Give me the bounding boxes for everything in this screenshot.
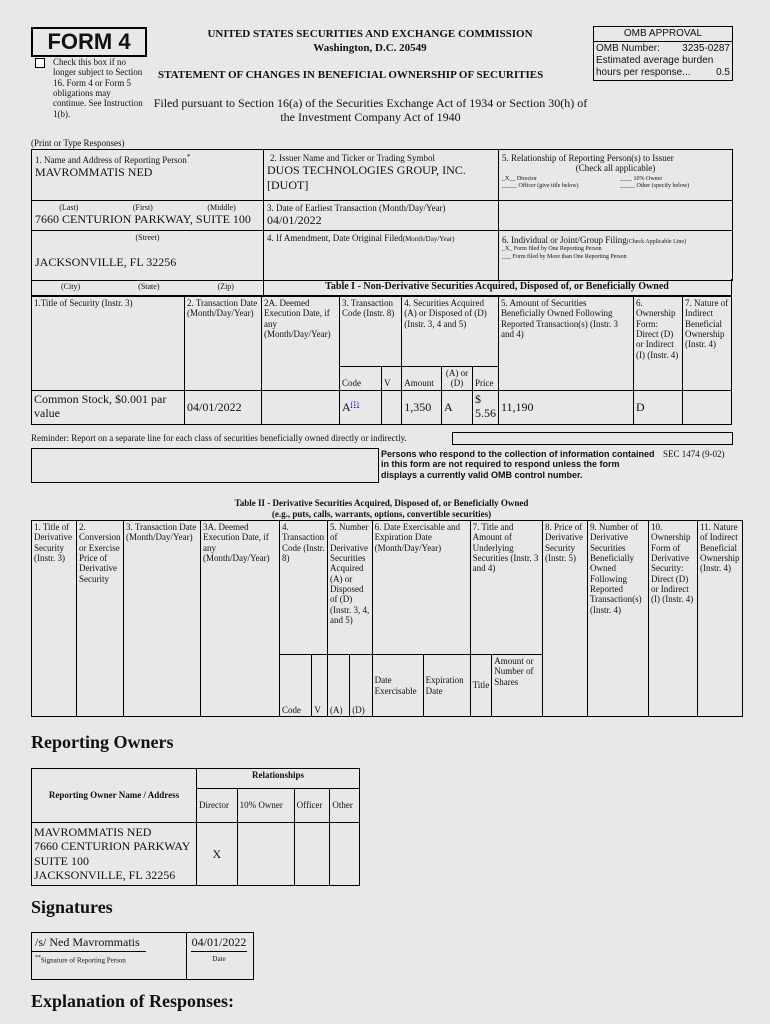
filing-one: _X_ Form filed by One Reporting Person	[502, 245, 602, 252]
relationship-officer: _____ Officer (give title below)	[502, 182, 579, 189]
city-state-zip-row	[31, 279, 264, 296]
signatures-heading: Signatures	[31, 897, 113, 917]
t1-r-date: 04/01/2022	[185, 390, 262, 424]
date-box	[185, 932, 254, 980]
filed-pursuant: Filed pursuant to Section 16(a) of the Securities Exchange Act of 1934 or Section 30(h) of the Investment Company Act of 1940	[153, 96, 588, 125]
filing-label: 6. Individual or Joint/Group Filing	[502, 235, 627, 245]
t2-h-number: 5. Number of Derivative Securities Acquired (A) or Disposed of (D) (Instr. 3, 4, and 5)	[327, 521, 372, 655]
t2-h-code-sub: Code	[280, 655, 312, 717]
reporting-person-name: MAVROMMATIS NED	[35, 165, 153, 180]
t2-h-exercisable: 6. Date Exercisable and Expiration Date (Month/Day/Year)	[372, 521, 470, 655]
header-boxes	[31, 149, 733, 281]
t1-h-owned: 5. Amount of Securities Beneficially Owned Following Reported Transaction(s) (Instr. 3 and 4)	[499, 297, 634, 391]
t1-r-form: D	[634, 390, 683, 424]
t1-h-form: 6. Ownership Form: Direct (D) or Indirect (I) (Instr. 4)	[634, 297, 683, 391]
ro-h-relationships: Relationships	[197, 769, 360, 789]
ro-h-director: Director	[197, 789, 238, 823]
t2-h-date-exercisable: Date Exercisable	[372, 655, 423, 717]
t2-h-title-sub: Title	[470, 655, 492, 717]
t2-h-underlying: 7. Title and Amount of Underlying Securities (Instr. 3 and 4)	[470, 521, 542, 655]
t2-h-title: 1. Title of Derivative Security (Instr. 3)	[32, 521, 77, 717]
earliest-date: 04/01/2022	[267, 213, 322, 228]
table2	[31, 520, 743, 717]
t2-h-date: 3. Transaction Date (Month/Day/Year)	[124, 521, 201, 717]
t2-h-a: (A)	[327, 655, 349, 717]
box-amendment	[264, 230, 499, 281]
form-title: FORM 4	[47, 29, 131, 54]
t1-r-nature	[683, 390, 732, 424]
t1-r-deemed	[262, 390, 340, 424]
print-or-type: (Print or Type Responses)	[31, 138, 125, 148]
explanation-heading: Explanation of Responses:	[31, 991, 235, 1011]
reporting-owners-table	[31, 768, 360, 886]
signature-label: Signature of Reporting Person	[40, 956, 126, 965]
omb-hours: 0.5	[716, 67, 730, 78]
reminder-box	[452, 432, 733, 445]
ro-owner-line: MAVROMMATIS NED	[34, 825, 152, 839]
zip-label: (Zip)	[217, 282, 234, 292]
issuer-name: DUOS TECHNOLOGIES GROUP, INC.	[267, 163, 466, 178]
omb-hours-label: hours per response...	[596, 67, 691, 78]
agency-location: Washington, D.C. 20549	[313, 42, 427, 54]
box-filing	[499, 230, 732, 281]
t2-h-price: 8. Price of Derivative Security (Instr. 5)	[543, 521, 588, 717]
filing-sub: (Check Applicable Line)	[626, 239, 687, 245]
table1	[31, 296, 732, 425]
last-label: (Last)	[59, 203, 79, 212]
sec-code: SEC 1474 (9-02)	[663, 449, 725, 459]
checkbox-text: Check this box if no longer subject to Section 16. Form 4 or Form 5 obligations may continue. See Instruction 1(b).	[53, 57, 143, 119]
t1-h-aord: (A) or (D)	[442, 367, 473, 391]
city-label: (City)	[61, 282, 81, 292]
table-row	[32, 390, 732, 424]
table2-subtitle: (e.g., puts, calls, warrants, options, convertible securities)	[271, 509, 492, 519]
t1-r-v	[382, 390, 402, 424]
earliest-label: 3. Date of Earliest Transaction (Month/Day/Year)	[267, 203, 446, 213]
table1-title: Table I - Non-Derivative Securities Acquired, Disposed of, or Beneficially Owned	[263, 279, 732, 296]
t2-h-amount-shares: Amount or Number of Shares	[492, 655, 543, 717]
reporting-owners-heading: Reporting Owners	[31, 732, 174, 752]
t1-h-title: 1.Title of Security (Instr. 3)	[32, 297, 185, 391]
t1-h-price: Price	[473, 367, 499, 391]
statement-title: STATEMENT OF CHANGES IN BENEFICIAL OWNERSHIP OF SECURITIES	[158, 69, 544, 81]
box-city	[32, 230, 264, 281]
omb-title: OMB APPROVAL	[594, 27, 732, 42]
t2-h-conversion: 2. Conversion or Exercise Price of Derivative Security	[77, 521, 124, 717]
t1-r-code: A	[342, 399, 351, 414]
t2-h-d: (D)	[350, 655, 372, 717]
t1-h-date: 2. Transaction Date (Month/Day/Year)	[185, 297, 262, 391]
omb-number: 3235-0287	[682, 43, 730, 54]
relationship-ten-pct: ____ 10% Owner	[620, 175, 663, 182]
box-issuer	[264, 150, 499, 200]
signature-box	[31, 932, 187, 980]
omb-approval-box	[593, 26, 733, 81]
notice-blank-box	[31, 448, 379, 483]
date-label: Date	[212, 955, 226, 964]
t1-r-price: $ 5.56	[473, 390, 499, 424]
city-line: JACKSONVILLE, FL 32256	[35, 255, 177, 270]
street-label: (Street)	[135, 233, 160, 242]
box-relationship	[499, 150, 732, 200]
t2-h-deemed: 3A. Deemed Execution Date, if any (Month/Day/Year)	[201, 521, 280, 717]
footnote-link[interactable]: (1)	[350, 399, 359, 408]
t1-r-aord: A	[442, 390, 473, 424]
relationship-director: _X__ Director	[502, 175, 537, 182]
no-longer-subject-checkbox[interactable]	[35, 58, 45, 68]
table2-title: Table II - Derivative Securities Acquired, Disposed of, or Beneficially Owned	[234, 498, 529, 508]
ro-h-name: Reporting Owner Name / Address	[32, 769, 197, 823]
relationship-other: _____ Other (specify below)	[620, 182, 690, 189]
t1-r-amount: 1,350	[402, 390, 442, 424]
signature-value: /s/ Ned Mavrommatis	[32, 933, 146, 952]
issuer-label: 2. Issuer Name and Ticker or Trading Symbol	[270, 153, 435, 163]
relationship-check-all: (Check all applicable)	[575, 163, 656, 174]
t1-h-securities: 4. Securities Acquired (A) or Disposed of (D) (Instr. 3, 4 and 5)	[402, 297, 499, 367]
filing-more: ___ Form filed by More than One Reporting Person	[502, 253, 627, 260]
reporting-person-label: 1. Name and Address of Reporting Person	[35, 155, 187, 165]
form-title-box	[31, 27, 147, 57]
t1-h-amount: Amount	[402, 367, 442, 391]
table-row	[32, 823, 360, 886]
amendment-label: 4. If Amendment, Date Original Filed	[267, 233, 403, 243]
agency-name: UNITED STATES SECURITIES AND EXCHANGE COMMISSION	[207, 28, 533, 40]
box-earliest-date	[264, 200, 499, 231]
box-relationship-blank	[499, 200, 732, 231]
reminder-text: Reminder: Report on a separate line for each class of securities beneficially owned directly or indirectly.	[31, 433, 407, 443]
issuer-ticker: [DUOT]	[267, 177, 309, 192]
t1-r-title: Common Stock, $0.001 par value	[32, 390, 185, 424]
ro-h-officer: Officer	[294, 789, 330, 823]
t1-h-nature: 7. Nature of Indirect Beneficial Ownership (Instr. 4)	[683, 297, 732, 391]
t1-h-code: 3. Transaction Code (Instr. 8)	[340, 297, 402, 367]
t2-h-form: 10. Ownership Form of Derivative Security: Direct (D) or Indirect (I) (Instr. 4)	[649, 521, 698, 717]
omb-burden: Estimated average burden	[596, 55, 714, 66]
t2-h-expiration: Expiration Date	[423, 655, 470, 717]
signature-date: 04/01/2022	[191, 933, 247, 952]
ro-owner-line: 7660 CENTURION PARKWAY	[34, 839, 191, 854]
ro-h-other: Other	[330, 789, 360, 823]
ro-h-ten-pct: 10% Owner	[237, 789, 294, 823]
t1-r-owned: 11,190	[499, 390, 634, 424]
t2-h-nature: 11. Nature of Indirect Beneficial Ownership (Instr. 4)	[698, 521, 743, 717]
t1-h-deemed: 2A. Deemed Execution Date, if any (Month/Day/Year)	[262, 297, 340, 391]
street-address: 7660 CENTURION PARKWAY, SUITE 100	[35, 212, 251, 227]
amendment-sub: (Month/Day/Year)	[402, 235, 455, 243]
t2-h-v: V	[312, 655, 328, 717]
ro-director-mark: X	[197, 823, 238, 886]
t1-h-v: V	[382, 367, 402, 391]
box-reporting-person	[32, 150, 264, 200]
state-label: (State)	[138, 282, 160, 292]
ro-owner-line: SUITE 100	[34, 853, 89, 868]
reporting-person-footnote: *	[186, 152, 191, 161]
signature-footnote: **	[35, 955, 41, 962]
omb-number-label: OMB Number:	[596, 43, 660, 54]
box-address	[32, 200, 264, 231]
t2-h-code: 4. Transaction Code (Instr. 8)	[280, 521, 328, 655]
ro-owner-line: JACKSONVILLE, FL 32256	[34, 868, 176, 883]
t2-h-owned: 9. Number of Derivative Securities Beneficially Owned Following Reported Transaction(s) (Instr. 4)	[588, 521, 649, 717]
relationship-label: 5. Relationship of Reporting Person(s) to Issuer	[502, 153, 674, 163]
middle-label: (Middle)	[207, 203, 236, 212]
persons-notice: Persons who respond to the collection of information contained in this form are not required to respond unless the form displays a currently valid OMB control number.	[381, 449, 655, 480]
t1-h-code-sub: Code	[340, 367, 382, 391]
first-label: (First)	[132, 203, 153, 212]
